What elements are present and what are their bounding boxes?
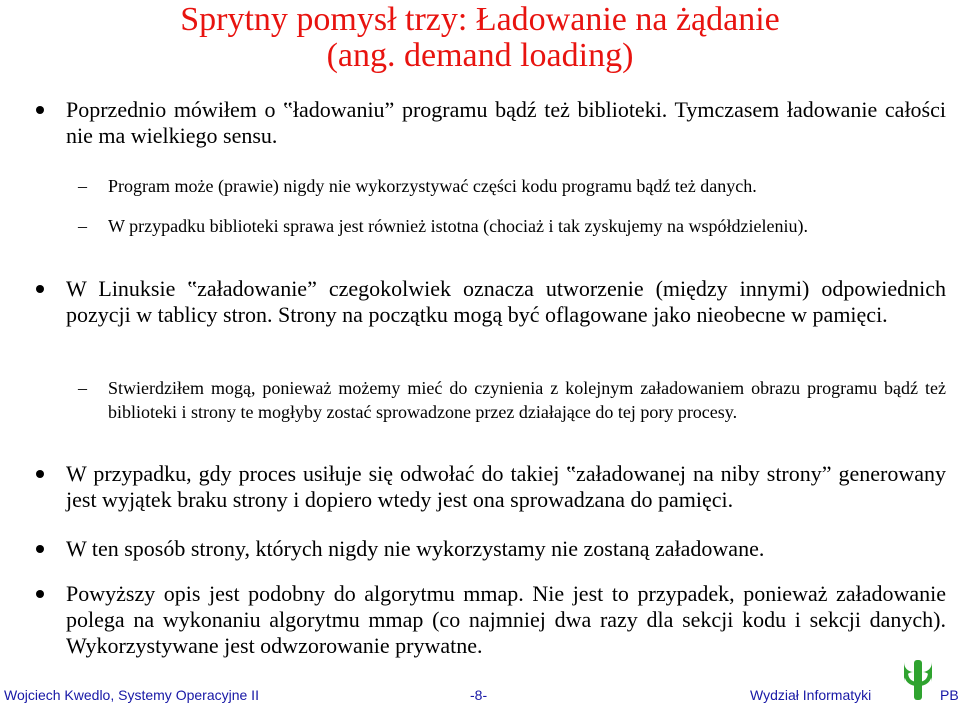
sub-item-3: Stwierdziłem mogą, ponieważ możemy mieć do czynienia z kolejnym załadowaniem obrazu programu bądź też biblioteki i strony te mogłyby zostać sprowadzone przez działające do tej pory procesy. xyxy=(108,378,946,422)
footer-page-number: -8- xyxy=(470,687,488,703)
dash-icon: – xyxy=(78,378,87,398)
title-line-1: Sprytny pomysł trzy: Ładowanie na żądanie xyxy=(180,1,780,38)
bullet-icon xyxy=(36,545,44,553)
sub-item-2: W przypadku biblioteki sprawa jest również istotna (chociaż i tak zyskujemy na współdzieleniu). xyxy=(108,216,808,236)
bullet-item-5: Powyższy opis jest podobny do algorytmu mmap. Nie jest to przypadek, ponieważ załadowanie polega na wykonaniu algorytmu mmap (co najmniej dwa razy dla sekcji kodu i sekcji danych). Wykorzystywane jest odwzorowanie prywatne. xyxy=(66,581,946,658)
bullet-item-4: W ten sposób strony, których nigdy nie wykorzystamy nie zostaną załadowane. xyxy=(66,536,765,561)
slide-title xyxy=(0,2,960,74)
bullet-item-3: W przypadku, gdy proces usiłuje się odwołać do takiej ‟załadowanej na niby strony” generowany jest wyjątek braku strony i dopiero wtedy jest ona sprowadzana do pamięci. xyxy=(66,461,946,512)
bullet-item-1: Poprzednio mówiłem o ‟ładowaniu” programu bądź też biblioteki. Tymczasem ładowanie całości nie ma wielkiego sensu. xyxy=(66,97,946,148)
university-logo-icon xyxy=(898,658,938,702)
bullet-icon xyxy=(36,590,44,598)
bullet-icon xyxy=(36,285,44,293)
bullet-icon xyxy=(36,470,44,478)
logo-text: PB xyxy=(940,687,959,703)
bullet-item-2: W Linuksie ‟załadowanie” czegokolwiek oznacza utworzenie (między innymi) odpowiednich pozycji w tablicy stron. Strony na początku mogą być oflagowane jako nieobecne w pamięci. xyxy=(66,276,946,327)
footer-faculty: Wydział Informatyki xyxy=(750,687,872,703)
title-line-2: (ang. demand loading) xyxy=(326,37,634,74)
footer-author: Wojciech Kwedlo, Systemy Operacyjne II xyxy=(4,687,259,703)
dash-icon: – xyxy=(78,176,87,196)
sub-item-1: Program może (prawie) nigdy nie wykorzystywać części kodu programu bądź też danych. xyxy=(108,176,757,196)
bullet-icon xyxy=(36,106,44,114)
dash-icon: – xyxy=(78,216,87,236)
